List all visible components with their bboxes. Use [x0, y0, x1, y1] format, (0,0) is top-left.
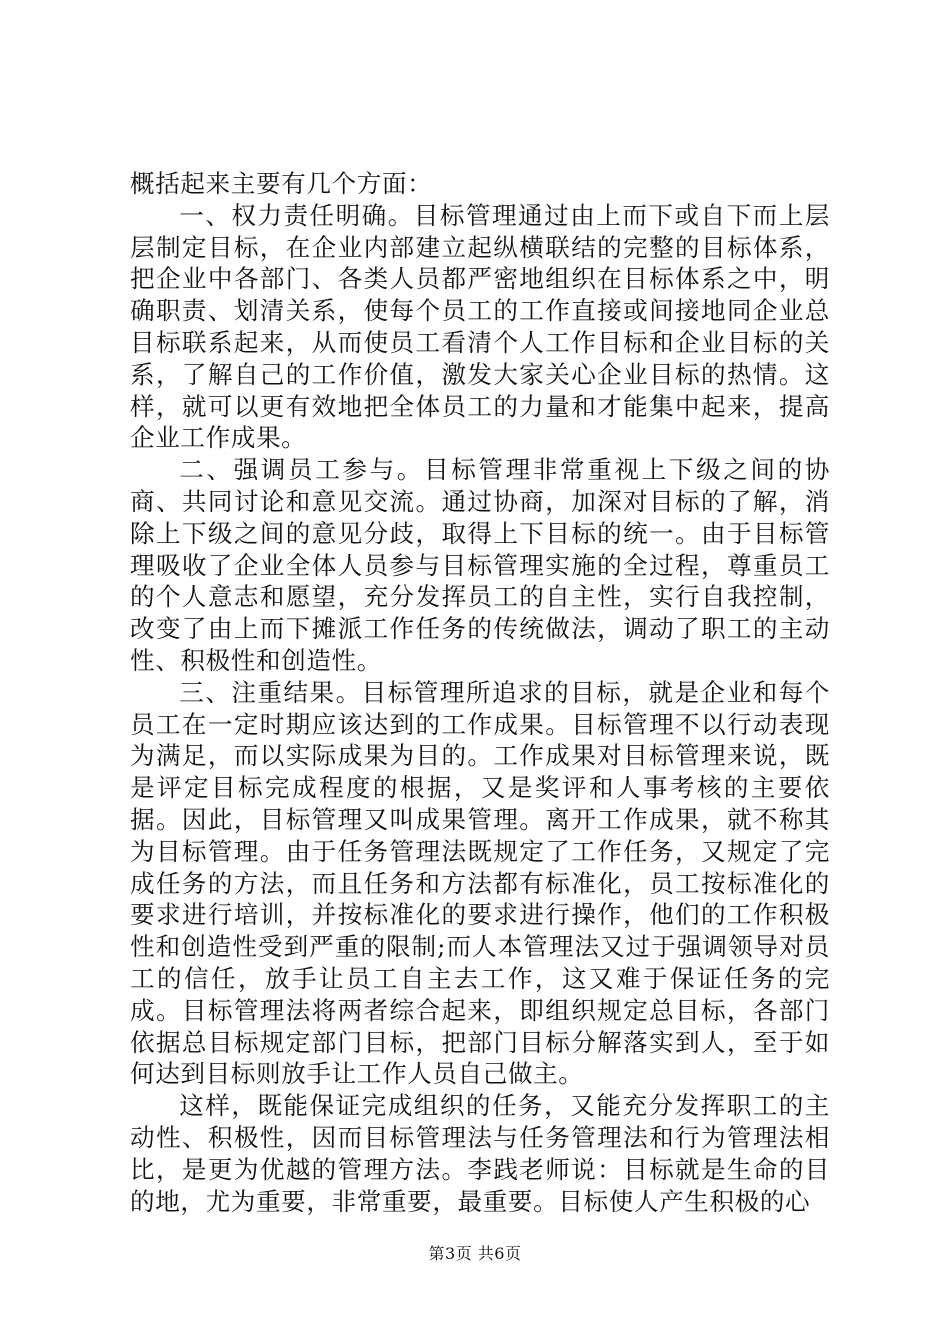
paragraph-point-two: 二、强调员工参与。目标管理非常重视上下级之间的协商、共同讨论和意见交流。通过协商，加深对目标的了解，消除上下级之间的意见分歧，取得上下目标的统一。由于目标管理吸收了企业全体人员参与目标管理实施的全过程，尊重员工的个人意志和愿望，充分发挥员工的自主性，实行自我控制，改变了由上而下摊派工作任务的传统做法，调动了职工的主动性、积极性和创造性。	[130, 455, 830, 675]
paragraph-conclusion: 这样，既能保证完成组织的任务，又能充分发挥职工的主动性、积极性，因而目标管理法与任务管理法和行为管理法相比，是更为优越的管理方法。李践老师说：目标就是生命的目的地，尤为重要，非常重要，最重要。目标使人产生积极的心	[130, 1091, 830, 1216]
document-body	[130, 168, 830, 1217]
paragraph-point-one: 一、权力责任明确。目标管理通过由上而下或自下而上层层制定目标，在企业内部建立起纵横联结的完整的目标体系，把企业中各部门、各类人员都严密地组织在目标体系之中，明确职责、划清关系，使每个员工的工作直接或间接地同企业总目标联系起来，从而使员工看清个人工作目标和企业目标的关系，了解自己的工作价值，激发大家关心企业目标的热情。这样，就可以更有效地把全体员工的力量和才能集中起来，提高企业工作成果。	[130, 200, 830, 453]
paragraph-intro: 概括起来主要有几个方面：	[130, 169, 433, 198]
paragraph-point-three: 三、注重结果。目标管理所追求的目标，就是企业和每个员工在一定时期应该达到的工作成果。目标管理不以行动表现为满足，而以实际成果为目的。工作成果对目标管理来说，既是评定目标完成程度的根据，又是奖评和人事考核的主要依据。因此，目标管理又叫成果管理。离开工作成果，就不称其为目标管理。由于任务管理法既规定了工作任务，又规定了完成任务的方法，而且任务和方法都有标准化，员工按标准化的要求进行培训，并按标准化的要求进行操作，他们的工作积极性和创造性受到严重的限制;而人本管理法又过于强调领导对员工的信任，放手让员工自主去工作，这又难于保证任务的完成。目标管理法将两者综合起来，即组织规定总目标，各部门依据总目标规定部门目标，把部门目标分解落实到人，至于如何达到目标则放手让工作人员自己做主。	[130, 677, 830, 1089]
page-footer: 第3页 共6页	[428, 1244, 522, 1263]
